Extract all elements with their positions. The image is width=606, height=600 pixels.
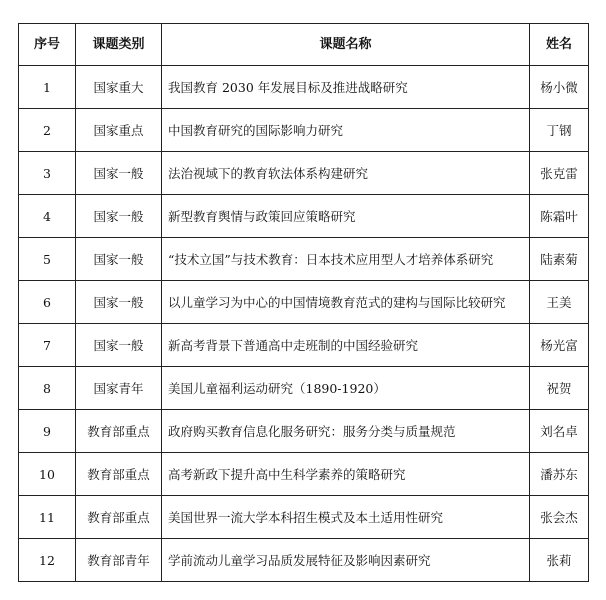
table-row: [19, 367, 589, 410]
cell-title: 中国教育研究的国际影响力研究: [162, 109, 530, 152]
header-name: 姓名: [530, 24, 589, 66]
cell-title: 以儿童学习为中心的中国情境教育范式的建构与国际比较研究: [162, 281, 530, 324]
header-no: 序号: [19, 24, 76, 66]
cell-name: 张克雷: [530, 152, 589, 195]
table-row: [19, 410, 589, 453]
cell-title: 美国世界一流大学本科招生模式及本土适用性研究: [162, 496, 530, 539]
cell-title: 美国儿童福利运动研究（1890-1920）: [162, 367, 530, 410]
cell-no: 1: [19, 66, 76, 109]
cell-category: 国家一般: [76, 281, 162, 324]
cell-category: 国家重点: [76, 109, 162, 152]
cell-no: 11: [19, 496, 76, 539]
cell-no: 3: [19, 152, 76, 195]
table-row: [19, 152, 589, 195]
cell-title: 我国教育 2030 年发展目标及推进战略研究: [162, 66, 530, 109]
table-row: [19, 453, 589, 496]
cell-no: 7: [19, 324, 76, 367]
cell-no: 12: [19, 539, 76, 582]
cell-title: 法治视域下的教育软法体系构建研究: [162, 152, 530, 195]
cell-title: 高考新政下提升高中生科学素养的策略研究: [162, 453, 530, 496]
project-table-container: [18, 23, 588, 582]
table-row: [19, 109, 589, 152]
cell-no: 5: [19, 238, 76, 281]
cell-name: 丁钢: [530, 109, 589, 152]
header-category: 课题类别: [76, 24, 162, 66]
cell-category: 国家一般: [76, 152, 162, 195]
table-row: [19, 324, 589, 367]
cell-no: 8: [19, 367, 76, 410]
cell-title: 新型教育舆情与政策回应策略研究: [162, 195, 530, 238]
cell-category: 国家一般: [76, 238, 162, 281]
cell-category: 国家一般: [76, 195, 162, 238]
table-row: [19, 238, 589, 281]
cell-no: 9: [19, 410, 76, 453]
cell-name: 祝贺: [530, 367, 589, 410]
cell-name: 潘苏东: [530, 453, 589, 496]
cell-name: 陆素菊: [530, 238, 589, 281]
table-row: [19, 66, 589, 109]
cell-category: 国家一般: [76, 324, 162, 367]
cell-category: 国家重大: [76, 66, 162, 109]
cell-name: 张会杰: [530, 496, 589, 539]
cell-name: 陈霜叶: [530, 195, 589, 238]
table-row: [19, 539, 589, 582]
header-title: 课题名称: [162, 24, 530, 66]
cell-title: 学前流动儿童学习品质发展特征及影响因素研究: [162, 539, 530, 582]
cell-category: 教育部重点: [76, 453, 162, 496]
cell-name: 杨小微: [530, 66, 589, 109]
cell-no: 4: [19, 195, 76, 238]
cell-category: 国家青年: [76, 367, 162, 410]
table-header-row: [19, 24, 589, 66]
project-table: [18, 23, 589, 582]
cell-name: 杨光富: [530, 324, 589, 367]
cell-name: 张莉: [530, 539, 589, 582]
table-row: [19, 281, 589, 324]
cell-category: 教育部重点: [76, 496, 162, 539]
cell-title: 新高考背景下普通高中走班制的中国经验研究: [162, 324, 530, 367]
cell-title: 政府购买教育信息化服务研究：服务分类与质量规范: [162, 410, 530, 453]
table-row: [19, 496, 589, 539]
cell-no: 10: [19, 453, 76, 496]
table-row: [19, 195, 589, 238]
cell-no: 2: [19, 109, 76, 152]
table-body: [19, 66, 589, 582]
cell-name: 刘名卓: [530, 410, 589, 453]
cell-name: 王美: [530, 281, 589, 324]
cell-category: 教育部重点: [76, 410, 162, 453]
cell-title: “技术立国”与技术教育：日本技术应用型人才培养体系研究: [162, 238, 530, 281]
cell-category: 教育部青年: [76, 539, 162, 582]
cell-no: 6: [19, 281, 76, 324]
